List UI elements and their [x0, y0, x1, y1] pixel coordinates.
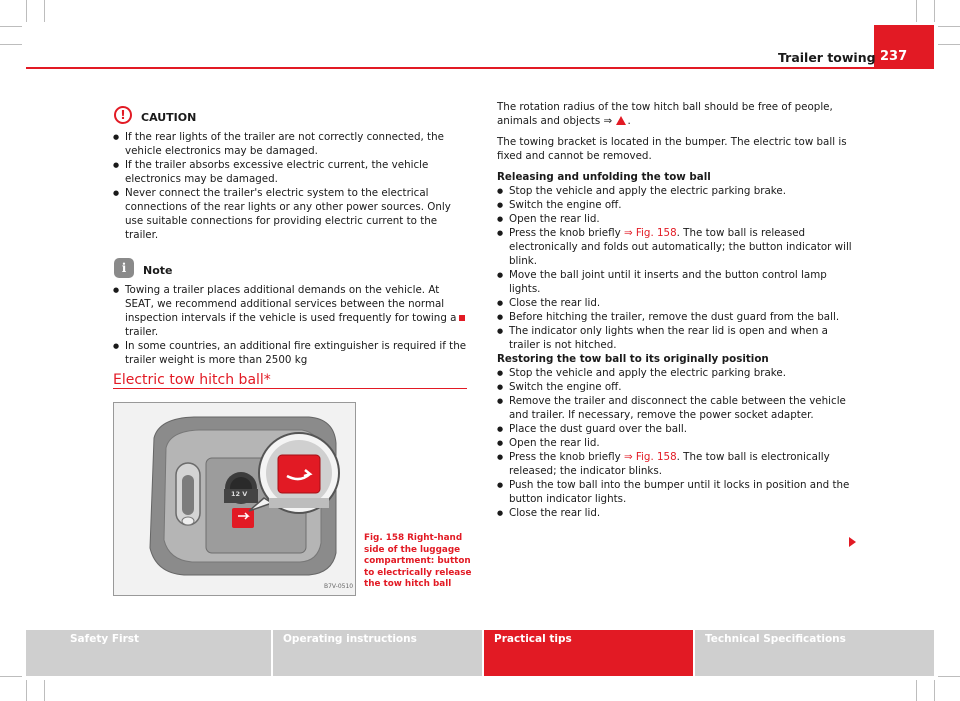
footer-tabs [26, 630, 934, 676]
note-item: ● Towing a trailer places additional demands on the vehicle. At SEAT, we recommend additional services between the normal inspection intervals if the vehicle is used frequently for towing a trailer. [113, 283, 471, 339]
tab-safety-first[interactable]: Safety First [26, 630, 273, 676]
tab-technical-specifications[interactable]: Technical Specifications [695, 630, 934, 676]
crop-mark [938, 26, 960, 27]
releasing-heading: Releasing and unfolding the tow ball [497, 171, 711, 183]
left-column [113, 103, 471, 367]
restoring-step: ● Push the tow ball into the bumper until it locks in position and the button indicator lights. [497, 478, 855, 506]
releasing-step: ● Close the rear lid. [497, 296, 855, 310]
exclamation-icon: ! [114, 106, 132, 124]
note-title: Note [143, 264, 173, 277]
restoring-step: ● Close the rear lid. [497, 506, 855, 520]
releasing-step: ● Move the ball joint until it inserts and the button control lamp lights. [497, 268, 855, 296]
crop-mark [934, 0, 935, 22]
releasing-step: ● Open the rear lid. [497, 212, 855, 226]
right-column [497, 100, 855, 520]
releasing-step [497, 226, 855, 268]
crop-mark [938, 676, 960, 677]
step-text: . The tow ball is released electronically and folds out automatically; the button indicator will blink. [509, 227, 852, 267]
socket-label: 12 V [231, 490, 248, 498]
end-of-section-marker [459, 315, 465, 321]
tab-practical-tips[interactable]: Practical tips [484, 630, 695, 676]
crop-mark [916, 680, 917, 701]
caution-item: ● Never connect the trailer's electric system to the electrical connections of the rear lights or any other power sources. Only use suitable connections for providing electric current to the trailer. [113, 186, 471, 242]
figure-link[interactable]: ⇒ Fig. 158 [623, 451, 677, 463]
note-header [113, 256, 471, 280]
caution-header [113, 103, 471, 127]
warning-triangle-icon[interactable] [616, 116, 626, 125]
section-heading-rule [113, 388, 467, 389]
note-item: ● In some countries, an additional fire extinguisher is required if the trailer weight is more than 2500 kg [113, 339, 471, 367]
crop-mark [26, 680, 27, 701]
restoring-step: ● Open the rear lid. [497, 436, 855, 450]
restoring-step: ● Switch the engine off. [497, 380, 855, 394]
info-icon: i [114, 258, 134, 278]
intro-text: The rotation radius of the tow hitch ball should be free of people, animals and objects ⇒ [497, 101, 833, 127]
continue-arrow-icon [849, 537, 856, 547]
restoring-heading: Restoring the tow ball to its originally position [497, 353, 769, 365]
section-heading: Electric tow hitch ball* [113, 372, 271, 388]
figure-caption: Fig. 158 Right-hand side of the luggage compartment: button to electrically release the tow hitch ball [364, 533, 472, 589]
figure-link[interactable]: ⇒ Fig. 158 [623, 227, 677, 239]
crop-mark [916, 0, 917, 22]
restoring-step: ● Remove the trailer and disconnect the cable between the vehicle and trailer. If necessary, remove the power socket adapter. [497, 394, 855, 422]
crop-mark [0, 676, 22, 677]
intro-text-end: . [627, 115, 631, 127]
releasing-step: ● Stop the vehicle and apply the electric parking brake. [497, 184, 855, 198]
intro-paragraph-2: The towing bracket is located in the bumper. The electric tow ball is fixed and cannot be removed. [497, 136, 847, 162]
caution-title: CAUTION [141, 111, 197, 124]
crop-mark [44, 680, 45, 701]
crop-mark [934, 680, 935, 701]
crop-mark [938, 44, 960, 45]
caution-item: ● If the rear lights of the trailer are not correctly connected, the vehicle electronics may be damaged. [113, 130, 471, 158]
crop-mark [26, 0, 27, 22]
page-number: 237 [880, 49, 908, 64]
releasing-step: ● Before hitching the trailer, remove the dust guard from the ball. [497, 310, 855, 324]
crop-mark [0, 44, 22, 45]
releasing-step: ● The indicator only lights when the rear lid is open and when a trailer is not hitched. [497, 324, 855, 352]
restoring-step: ● Place the dust guard over the ball. [497, 422, 855, 436]
step-text: Press the knob briefly [509, 227, 624, 239]
step-text: . The tow ball is electronically released; the indicator blinks. [509, 451, 830, 477]
step-text: Press the knob briefly [509, 451, 624, 463]
crop-mark [0, 26, 22, 27]
figure-158 [113, 402, 356, 596]
caution-item: ● If the trailer absorbs excessive electric current, the vehicle electronics may be damaged. [113, 158, 471, 186]
intro-paragraph-1 [497, 100, 855, 128]
running-header-title: Trailer towing [778, 50, 876, 65]
header-rule [26, 67, 934, 69]
releasing-step: ● Switch the engine off. [497, 198, 855, 212]
luggage-compartment-illustration [114, 403, 355, 595]
tab-operating-instructions[interactable]: Operating instructions [273, 630, 484, 676]
restoring-step: ● Stop the vehicle and apply the electric parking brake. [497, 366, 855, 380]
restoring-step [497, 450, 855, 478]
crop-mark [44, 0, 45, 22]
figure-code: B7V-0510 [324, 583, 354, 590]
